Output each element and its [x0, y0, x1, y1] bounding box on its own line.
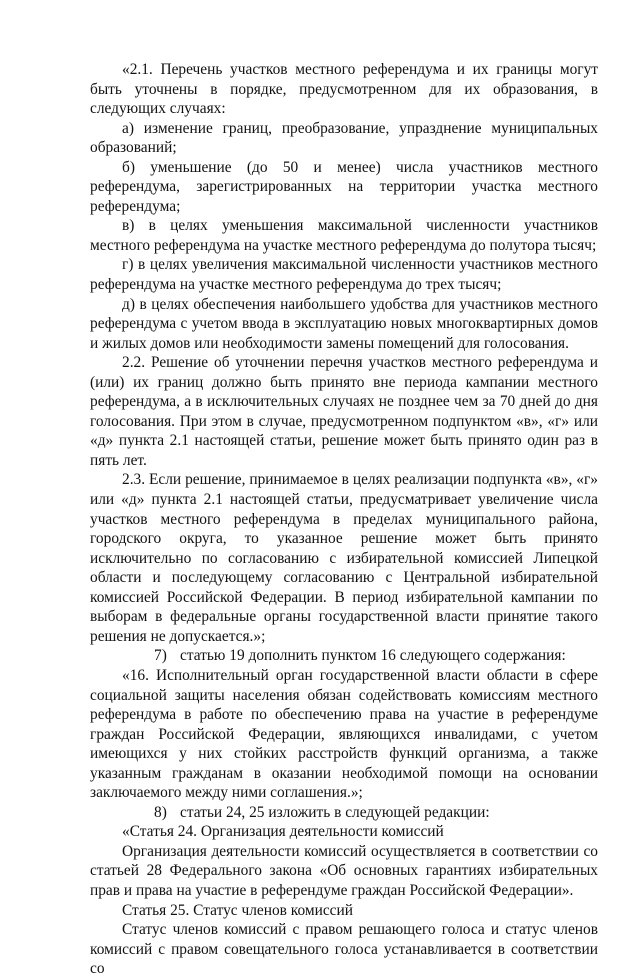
paragraph-2-3: 2.3. Если решение, принимаемое в целях реализации подпункта «в», «г» или «д» пункта 2.1 настоящей статьи, предусматривает увеличение числа участков местного референдума в пределах муниципального района, городского округа, то указанное решение может быть принято исключительно по согласованию с избирательной комиссией Липецкой области и последующему согласованию с Центральной избирательной комиссией Российской Федерации. В период избирательной кампании по выборам в федеральные органы государственной власти принятие такого решения не допускается.»;	[90, 471, 598, 645]
item-8	[90, 803, 598, 823]
item-8-text: статьи 24, 25 изложить в следующей редакции:	[180, 803, 490, 821]
document-page	[90, 60, 598, 979]
paragraph-16: «16. Исполнительный орган государственной власти области в сфере социальной защиты населения обязан содействовать комиссиям местного референдума в работе по обеспечению права на участие в референдуме граждан Российской Федерации, являющихся инвалидами, с учетом имеющихся у них стойких расстройств функций организма, а также указанным гражданам в оказании необходимой помощи на основании заключаемого между ними соглашения.»;	[90, 666, 598, 802]
paragraph-2-1-v: в) в целях уменьшения максимальной численности участников местного референдума на участке местного референдума до полутора тысяч;	[90, 217, 598, 254]
paragraph-2-1-d: д) в целях обеспечения наибольшего удобства для участников местного референдума с учетом ввода в эксплуатацию новых многоквартирных домов и жилых домов или необходимости замены помещений для голосования.	[90, 295, 598, 352]
item-7-text: статью 19 дополнить пунктом 16 следующего содержания:	[180, 647, 566, 665]
article-25-text: Статус членов комиссий с правом решающего голоса и статус членов комиссий с правом совещательного голоса устанавливается в соответствии со	[90, 921, 598, 978]
article-24-title: «Статья 24. Организация деятельности комиссий	[122, 823, 444, 841]
item-7	[90, 646, 598, 666]
paragraph-2-1-g: г) в целях увеличения максимальной численности участников местного референдума на участке местного референдума до трех тысяч;	[90, 256, 598, 294]
item-7-number: 7)	[154, 647, 167, 665]
article-24-text: Организация деятельности комиссий осуществляется в соответствии со статьей 28 Федерального закона «Об основных гарантиях избирательных прав и права на участие в референдуме граждан Российской Федерации».	[90, 842, 598, 899]
paragraph-2-1: «2.1. Перечень участков местного референдума и их границы могут быть уточнены в порядке, предусмотренном для их образования, в следующих случаях:	[90, 61, 598, 118]
paragraph-2-1-b: б) уменьшение (до 50 и менее) числа участников местного референдума, зарегистрированных на территории участка местного референдума;	[90, 158, 598, 215]
item-8-number: 8)	[154, 803, 167, 821]
paragraph-2-1-a: а) изменение границ, преобразование, упразднение муниципальных образований;	[90, 119, 598, 157]
article-25-title: Статья 25. Статус членов комиссий	[122, 901, 353, 919]
paragraph-2-2: 2.2. Решение об уточнении перечня участков местного референдума и (или) их границ должно быть принято вне периода кампании местного референдума, а в исключительных случаях не позднее чем за 70 дней до дня голосования. При этом в случае, предусмотренном подпунктом «в», «г» или «д» пункта 2.1 настоящей статьи, решение может быть принято один раз в пять лет.	[90, 354, 598, 469]
